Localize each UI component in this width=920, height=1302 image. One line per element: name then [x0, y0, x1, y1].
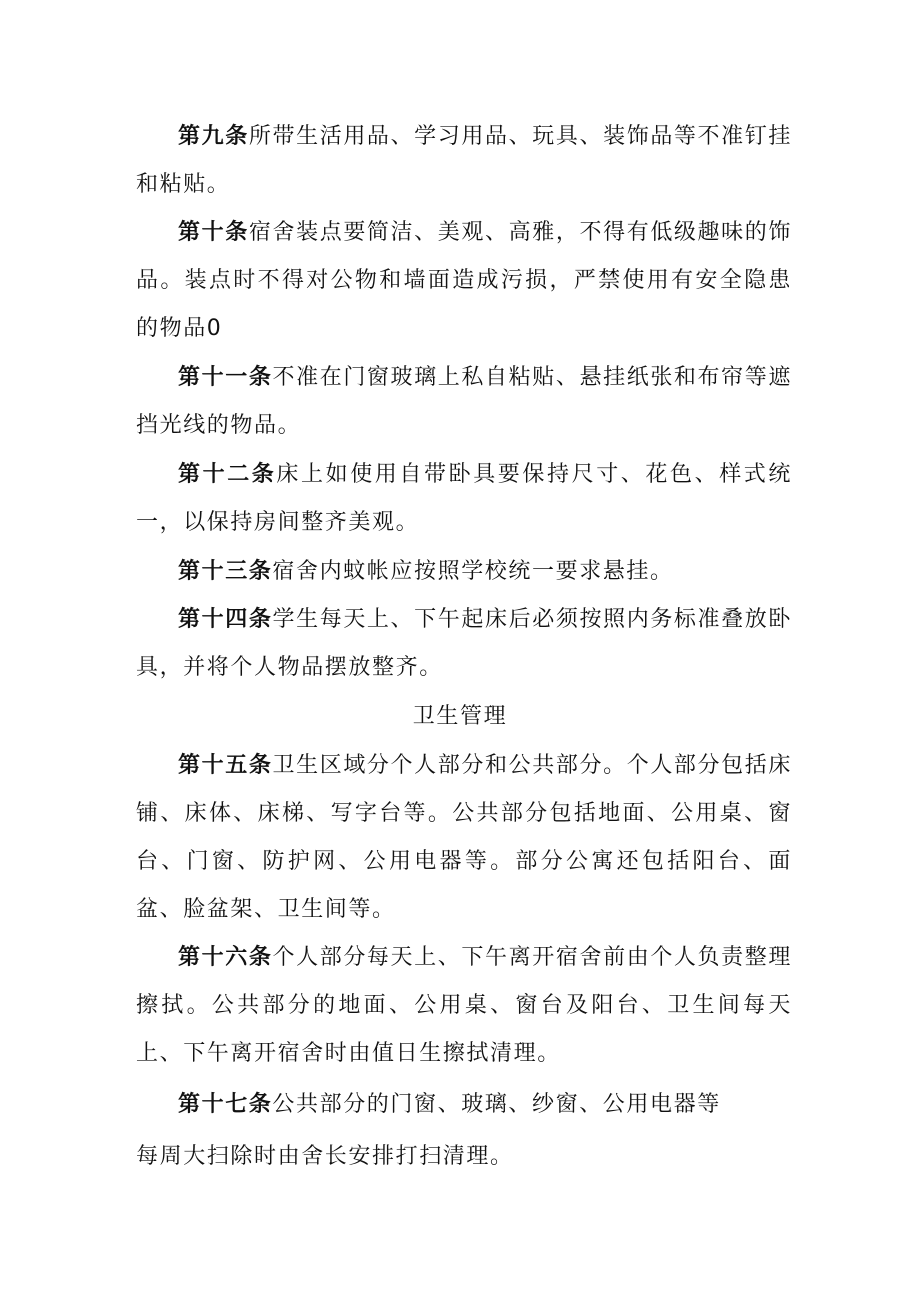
- article-17: [136, 1081, 792, 1129]
- article-text: 个人部分每天上、下午离开宿舍前由个人负责整理擦拭。公共部分的地面、公用桌、窗台及阳台、卫生间每天上、下午离开宿舍时由值日生擦拭清理。: [136, 945, 792, 1066]
- article-text: 学生每天上、下午起床后必须按照内务标准叠放卧具，并将个人物品摆放整齐。: [136, 607, 792, 680]
- article-text: 公共部分的门窗、玻璃、纱窗、公用电器等: [272, 1092, 721, 1117]
- article-14: [136, 596, 792, 692]
- article-text: 床上如使用自带卧具要保持尺寸、花色、样式统一，以保持房间整齐美观。: [136, 462, 792, 535]
- article-label: 第十七条: [178, 1092, 273, 1117]
- article-label: 第十条: [178, 220, 249, 245]
- article-text: 宿舍装点要简洁、美观、高雅，不得有低级趣味的饰品。装点时不得对公物和墙面造成污损，严禁使用有安全隐患的物品0: [136, 220, 792, 341]
- article-label: 第十三条: [178, 559, 273, 584]
- article-9: [136, 113, 792, 209]
- article-15: [136, 742, 792, 934]
- article-12: [136, 451, 792, 547]
- article-text: 宿舍内蚊帐应按照学校统一要求悬挂。: [272, 559, 674, 584]
- article-text: 不准在门窗玻璃上私自粘贴、悬挂纸张和布帘等遮挡光线的物品。: [136, 365, 792, 438]
- article-label: 第十二条: [178, 462, 277, 487]
- article-label: 第十四条: [178, 607, 273, 632]
- article-label: 第十一条: [178, 365, 273, 390]
- article-11: [136, 354, 792, 450]
- article-label: 第九条: [178, 124, 249, 149]
- article-text: 所带生活用品、学习用品、玩具、装饰品等不准钉挂和粘贴。: [136, 124, 792, 197]
- article-10: [136, 209, 792, 353]
- article-label: 第十六条: [178, 945, 273, 970]
- article-label: 第十五条: [178, 753, 273, 778]
- section-heading: 卫生管理: [412, 704, 508, 729]
- article-text: 卫生区域分个人部分和公共部分。个人部分包括床铺、床体、床梯、写字台等。公共部分包括地面、公用桌、窗台、门窗、防护网、公用电器等。部分公寓还包括阳台、面盆、脸盆架、卫生间等。: [136, 753, 792, 922]
- article-16: [136, 934, 792, 1078]
- article-17-continuation: 每周大扫除时由舍长安排打扫清理。: [136, 1144, 514, 1169]
- article-13: [136, 548, 792, 596]
